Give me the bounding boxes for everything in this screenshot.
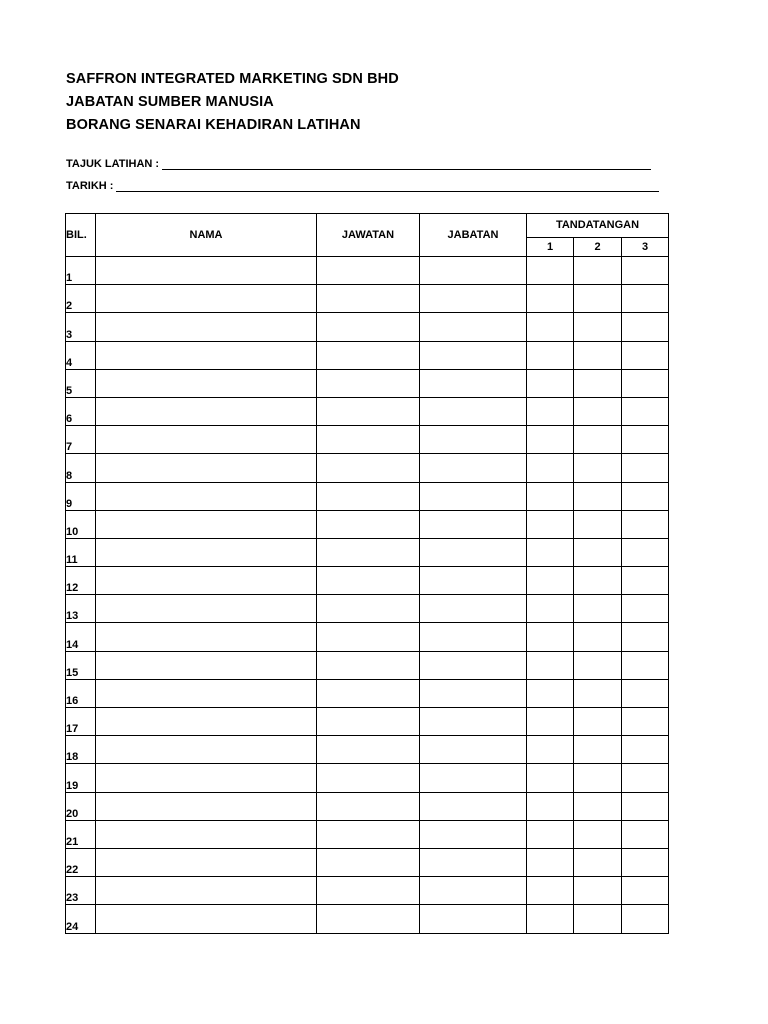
table-row	[66, 397, 669, 425]
row-number: 4	[66, 341, 96, 369]
jawatan-cell[interactable]	[317, 708, 420, 736]
jawatan-cell[interactable]	[317, 482, 420, 510]
sign-1-cell[interactable]	[527, 482, 574, 510]
sign-3-cell[interactable]	[622, 341, 669, 369]
jabatan-cell[interactable]	[420, 679, 527, 707]
nama-cell[interactable]	[96, 623, 317, 651]
table-row	[66, 679, 669, 707]
table-row	[66, 482, 669, 510]
jabatan-cell[interactable]	[420, 736, 527, 764]
nama-cell[interactable]	[96, 792, 317, 820]
nama-cell[interactable]	[96, 369, 317, 397]
tarikh-field[interactable]	[66, 180, 659, 192]
nama-cell[interactable]	[96, 426, 317, 454]
table-row	[66, 454, 669, 482]
sign-1-cell[interactable]	[527, 905, 574, 933]
sign-1-cell[interactable]	[527, 454, 574, 482]
row-number: 16	[66, 679, 96, 707]
table-row	[66, 595, 669, 623]
sign-3-cell[interactable]	[622, 369, 669, 397]
sign-1-cell[interactable]	[527, 736, 574, 764]
tajuk-latihan-blank[interactable]	[162, 160, 651, 170]
sign-2-cell[interactable]	[574, 567, 622, 595]
jawatan-cell[interactable]	[317, 651, 420, 679]
header-sign-3: 3	[622, 237, 669, 256]
sign-2-cell[interactable]	[574, 848, 622, 876]
row-number: 14	[66, 623, 96, 651]
header-jabatan: JABATAN	[420, 214, 527, 257]
nama-cell[interactable]	[96, 848, 317, 876]
jawatan-cell[interactable]	[317, 877, 420, 905]
sign-1-cell[interactable]	[527, 679, 574, 707]
table-row	[66, 313, 669, 341]
jabatan-cell[interactable]	[420, 538, 527, 566]
jabatan-cell[interactable]	[420, 426, 527, 454]
sign-2-cell[interactable]	[574, 510, 622, 538]
row-number: 11	[66, 538, 96, 566]
table-row	[66, 369, 669, 397]
jabatan-cell[interactable]	[420, 905, 527, 933]
sign-1-cell[interactable]	[527, 764, 574, 792]
sign-2-cell[interactable]	[574, 792, 622, 820]
row-number: 13	[66, 595, 96, 623]
sign-1-cell[interactable]	[527, 510, 574, 538]
jawatan-cell[interactable]	[317, 736, 420, 764]
sign-3-cell[interactable]	[622, 905, 669, 933]
row-number: 17	[66, 708, 96, 736]
tarikh-blank[interactable]	[116, 182, 659, 192]
jabatan-cell[interactable]	[420, 848, 527, 876]
sign-2-cell[interactable]	[574, 820, 622, 848]
row-number: 20	[66, 792, 96, 820]
sign-2-cell[interactable]	[574, 538, 622, 566]
sign-1-cell[interactable]	[527, 848, 574, 876]
nama-cell[interactable]	[96, 257, 317, 285]
row-number: 5	[66, 369, 96, 397]
row-number: 9	[66, 482, 96, 510]
jabatan-cell[interactable]	[420, 764, 527, 792]
sign-1-cell[interactable]	[527, 538, 574, 566]
sign-2-cell[interactable]	[574, 651, 622, 679]
sign-3-cell[interactable]	[622, 426, 669, 454]
nama-cell[interactable]	[96, 454, 317, 482]
sign-3-cell[interactable]	[622, 285, 669, 313]
table-row	[66, 848, 669, 876]
table-row	[66, 736, 669, 764]
sign-2-cell[interactable]	[574, 426, 622, 454]
sign-1-cell[interactable]	[527, 341, 574, 369]
attendance-rows	[66, 257, 669, 934]
sign-3-cell[interactable]	[622, 595, 669, 623]
table-row	[66, 341, 669, 369]
sign-3-cell[interactable]	[622, 651, 669, 679]
jabatan-cell[interactable]	[420, 397, 527, 425]
table-row	[66, 820, 669, 848]
sign-3-cell[interactable]	[622, 877, 669, 905]
jabatan-cell[interactable]	[420, 651, 527, 679]
jawatan-cell[interactable]	[317, 567, 420, 595]
nama-cell[interactable]	[96, 510, 317, 538]
table-row	[66, 285, 669, 313]
jabatan-cell[interactable]	[420, 510, 527, 538]
sign-2-cell[interactable]	[574, 482, 622, 510]
sign-1-cell[interactable]	[527, 708, 574, 736]
sign-3-cell[interactable]	[622, 257, 669, 285]
sign-1-cell[interactable]	[527, 369, 574, 397]
jawatan-cell[interactable]	[317, 905, 420, 933]
jabatan-cell[interactable]	[420, 454, 527, 482]
table-row	[66, 623, 669, 651]
sign-3-cell[interactable]	[622, 397, 669, 425]
jawatan-cell[interactable]	[317, 285, 420, 313]
sign-3-cell[interactable]	[622, 679, 669, 707]
table-row	[66, 792, 669, 820]
jawatan-cell[interactable]	[317, 454, 420, 482]
nama-cell[interactable]	[96, 679, 317, 707]
nama-cell[interactable]	[96, 651, 317, 679]
sign-2-cell[interactable]	[574, 369, 622, 397]
sign-2-cell[interactable]	[574, 679, 622, 707]
sign-3-cell[interactable]	[622, 313, 669, 341]
tajuk-latihan-field[interactable]	[66, 158, 651, 170]
jawatan-cell[interactable]	[317, 538, 420, 566]
jabatan-cell[interactable]	[420, 257, 527, 285]
table-row	[66, 426, 669, 454]
sign-1-cell[interactable]	[527, 792, 574, 820]
nama-cell[interactable]	[96, 820, 317, 848]
jawatan-cell[interactable]	[317, 257, 420, 285]
sign-1-cell[interactable]	[527, 595, 574, 623]
row-number: 10	[66, 510, 96, 538]
row-number: 3	[66, 313, 96, 341]
header-nama: NAMA	[96, 214, 317, 257]
table-row	[66, 257, 669, 285]
row-number: 24	[66, 905, 96, 933]
nama-cell[interactable]	[96, 285, 317, 313]
sign-2-cell[interactable]	[574, 454, 622, 482]
sign-3-cell[interactable]	[622, 623, 669, 651]
sign-1-cell[interactable]	[527, 567, 574, 595]
sign-1-cell[interactable]	[527, 623, 574, 651]
sign-2-cell[interactable]	[574, 341, 622, 369]
jabatan-cell[interactable]	[420, 820, 527, 848]
nama-cell[interactable]	[96, 397, 317, 425]
row-number: 1	[66, 257, 96, 285]
header-bil: BIL.	[66, 214, 96, 257]
sign-2-cell[interactable]	[574, 736, 622, 764]
jabatan-cell[interactable]	[420, 792, 527, 820]
jawatan-cell[interactable]	[317, 510, 420, 538]
table-row	[66, 877, 669, 905]
row-number: 23	[66, 877, 96, 905]
table-row	[66, 651, 669, 679]
sign-1-cell[interactable]	[527, 397, 574, 425]
row-number: 7	[66, 426, 96, 454]
jabatan-cell[interactable]	[420, 623, 527, 651]
jabatan-cell[interactable]	[420, 369, 527, 397]
sign-3-cell[interactable]	[622, 820, 669, 848]
jawatan-cell[interactable]	[317, 313, 420, 341]
jawatan-cell[interactable]	[317, 595, 420, 623]
sign-3-cell[interactable]	[622, 567, 669, 595]
jawatan-cell[interactable]	[317, 764, 420, 792]
sign-2-cell[interactable]	[574, 623, 622, 651]
jabatan-cell[interactable]	[420, 285, 527, 313]
sign-1-cell[interactable]	[527, 426, 574, 454]
sign-2-cell[interactable]	[574, 257, 622, 285]
table-row	[66, 905, 669, 933]
sign-2-cell[interactable]	[574, 708, 622, 736]
sign-2-cell[interactable]	[574, 313, 622, 341]
jawatan-cell[interactable]	[317, 426, 420, 454]
table-row	[66, 764, 669, 792]
sign-3-cell[interactable]	[622, 510, 669, 538]
nama-cell[interactable]	[96, 905, 317, 933]
nama-cell[interactable]	[96, 595, 317, 623]
jabatan-cell[interactable]	[420, 341, 527, 369]
table-row	[66, 708, 669, 736]
department-name: JABATAN SUMBER MANUSIA	[66, 94, 274, 110]
jawatan-cell[interactable]	[317, 623, 420, 651]
form-title: BORANG SENARAI KEHADIRAN LATIHAN	[66, 117, 361, 133]
nama-cell[interactable]	[96, 764, 317, 792]
jabatan-cell[interactable]	[420, 482, 527, 510]
sign-2-cell[interactable]	[574, 764, 622, 792]
form-header	[66, 68, 399, 137]
row-number: 8	[66, 454, 96, 482]
nama-cell[interactable]	[96, 877, 317, 905]
nama-cell[interactable]	[96, 482, 317, 510]
jawatan-cell[interactable]	[317, 848, 420, 876]
header-sign-1: 1	[527, 237, 574, 256]
nama-cell[interactable]	[96, 313, 317, 341]
table-row	[66, 510, 669, 538]
sign-2-cell[interactable]	[574, 595, 622, 623]
sign-3-cell[interactable]	[622, 708, 669, 736]
nama-cell[interactable]	[96, 567, 317, 595]
sign-3-cell[interactable]	[622, 848, 669, 876]
nama-cell[interactable]	[96, 341, 317, 369]
sign-1-cell[interactable]	[527, 285, 574, 313]
nama-cell[interactable]	[96, 708, 317, 736]
jabatan-cell[interactable]	[420, 877, 527, 905]
jawatan-cell[interactable]	[317, 679, 420, 707]
sign-3-cell[interactable]	[622, 736, 669, 764]
jawatan-cell[interactable]	[317, 397, 420, 425]
header-tandatangan: TANDATANGAN	[527, 214, 669, 238]
jawatan-cell[interactable]	[317, 820, 420, 848]
jabatan-cell[interactable]	[420, 313, 527, 341]
sign-3-cell[interactable]	[622, 764, 669, 792]
jawatan-cell[interactable]	[317, 792, 420, 820]
sign-2-cell[interactable]	[574, 877, 622, 905]
row-number: 12	[66, 567, 96, 595]
sign-1-cell[interactable]	[527, 651, 574, 679]
row-number: 21	[66, 820, 96, 848]
sign-2-cell[interactable]	[574, 905, 622, 933]
sign-1-cell[interactable]	[527, 257, 574, 285]
header-sign-2: 2	[574, 237, 622, 256]
sign-3-cell[interactable]	[622, 538, 669, 566]
jawatan-cell[interactable]	[317, 369, 420, 397]
row-number: 2	[66, 285, 96, 313]
tajuk-latihan-label: TAJUK LATIHAN :	[66, 158, 160, 170]
sign-1-cell[interactable]	[527, 313, 574, 341]
sign-1-cell[interactable]	[527, 877, 574, 905]
nama-cell[interactable]	[96, 736, 317, 764]
tarikh-label: TARIKH :	[66, 180, 114, 192]
nama-cell[interactable]	[96, 538, 317, 566]
jabatan-cell[interactable]	[420, 708, 527, 736]
attendance-table	[65, 213, 669, 934]
jabatan-cell[interactable]	[420, 567, 527, 595]
jabatan-cell[interactable]	[420, 595, 527, 623]
jawatan-cell[interactable]	[317, 341, 420, 369]
sign-3-cell[interactable]	[622, 792, 669, 820]
sign-2-cell[interactable]	[574, 397, 622, 425]
row-number: 19	[66, 764, 96, 792]
sign-3-cell[interactable]	[622, 482, 669, 510]
sign-1-cell[interactable]	[527, 820, 574, 848]
header-jawatan: JAWATAN	[317, 214, 420, 257]
row-number: 18	[66, 736, 96, 764]
table-row	[66, 567, 669, 595]
row-number: 15	[66, 651, 96, 679]
row-number: 6	[66, 397, 96, 425]
sign-2-cell[interactable]	[574, 285, 622, 313]
sign-3-cell[interactable]	[622, 454, 669, 482]
company-name: SAFFRON INTEGRATED MARKETING SDN BHD	[66, 71, 399, 87]
row-number: 22	[66, 848, 96, 876]
table-row	[66, 538, 669, 566]
